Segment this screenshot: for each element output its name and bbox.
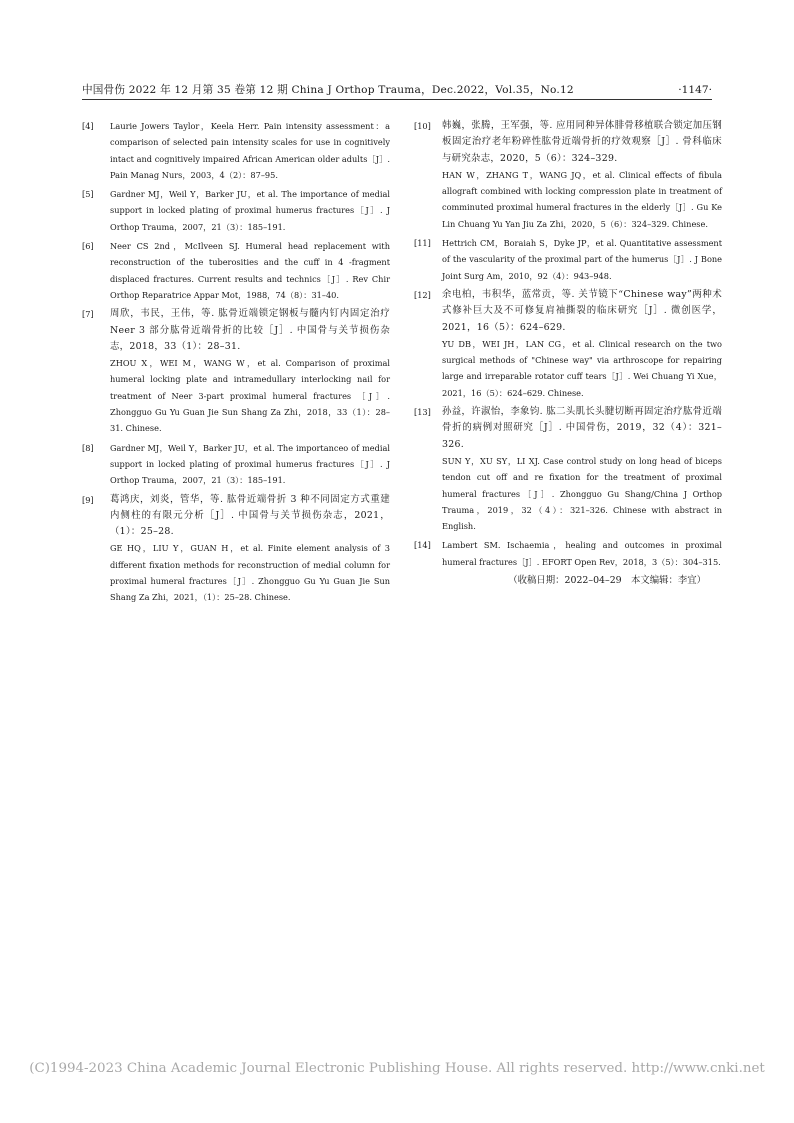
reference-number: [8]: [82, 442, 94, 453]
reference-text-english: Neer CS 2nd，McIlveen SJ. Humeral head replacement with reconstruction of the tuberosities and the cuff in 4 -fragment displaced fractures. Current results and technics［J］. Rev Chir Orthop Reparatrice Appar Mot，1988，74（8）：31–40.: [110, 241, 390, 300]
references-left-column: [82, 118, 390, 609]
reference-item: [82, 492, 390, 606]
reference-text-english: Hettrich CM，Boraiah S，Dyke JP，et al. Quantitative assessment of the vascularity of the proximal part of the humerus［J］. J Bone Joint Surg Am，2010，92（4）：943–948.: [442, 238, 722, 281]
reference-number: [6]: [82, 241, 94, 252]
reference-number: [12]: [414, 289, 431, 300]
reference-text-english: Laurie Jowers Taylor，Keela Herr. Pain intensity assessment：a comparison of selected pain intensity scales for use in cognitively intact and cognitively impaired African American older adults［J］. Pain Manag Nurs，2003，4（2）：87–95.: [110, 121, 390, 180]
reference-text-chinese: 葛鸿庆，刘炎，管华，等. 肱骨近端骨折 3 种不同固定方式重建内侧柱的有限元分析［J］. 中国骨与关节损伤杂志，2021，（1）：25–28.: [110, 493, 390, 538]
copyright-footer: (C)1994-2023 China Academic Journal Electronic Publishing House. All rights reserved. http://www.cnki.net: [29, 1061, 765, 1076]
reference-text-english: YU DB，WEI JH，LAN CG，et al. Clinical research on the two surgical methods of "Chinese way" via arthroscope for repairing large and irreparable rotator cuff tears［J］. Wei Chuang Yi Xue，2021，16（5）：624–629. Chinese.: [442, 338, 722, 398]
reference-text-chinese: 周欣，韦民，王伟，等. 肱骨近端锁定钢板与髓内钉内固定治疗 Neer 3 部分肱骨近端骨折的比较［J］. 中国骨与关节损伤杂志，2018，33（1）：28–31.: [110, 308, 390, 352]
reference-item: [414, 537, 722, 570]
reference-text-english: Gardner MJ，Weil Y，Barker JU，et al. The importance of medial support in locked plating of proximal humerus fractures［J］. J Orthop Trauma，2007，21（3）：185–191.: [110, 189, 390, 232]
reference-number: [14]: [414, 540, 431, 551]
header-rule: [82, 99, 712, 100]
received-date-editor: （收稿日期：2022–04–29 本文编辑：李宜）: [508, 575, 706, 587]
journal-citation-line: 中国骨伤 2022 年 12 月第 35 卷第 12 期 China J Orthop Trauma，Dec.2022，Vol.35，No.12: [82, 84, 574, 96]
reference-number: [11]: [414, 238, 431, 249]
reference-text-english: Gardner MJ，Weil Y，Barker JU，et al. The importanceo of medial support in locked plating of proximal humerus fractures［J］. J Orthop Trauma，2007，21（3）：185–191.: [110, 442, 390, 486]
reference-number: [4]: [82, 121, 94, 131]
reference-text-english: ZHOU X，WEI M，WANG W，et al. Comparison of proximal humeral locking plate and intramedullary interlocking nail for treatment of Neer 3-part proximal humeral fractures ［J］. Zhongguo Gu Yu Guan Jie Sun Shang Za Zhi，2018，33（1）：28–31. Chinese.: [110, 358, 390, 434]
reference-number: [7]: [82, 309, 94, 320]
reference-item: [414, 235, 722, 284]
reference-number: [10]: [414, 121, 431, 131]
reference-number: [9]: [82, 494, 94, 505]
reference-text-english: SUN Y，XU SY，LI XJ. Case control study on long head of biceps tendon cut off and re fixation for the treatment of proximal humeral fractures［J］. Zhongguo Gu Shang/China J Orthop Trauma，2019，32（4）：321–326. Chinese with abstract in English.: [442, 455, 722, 532]
reference-text-english: Lambert SM. Ischaemia，healing and outcomes in proximal humeral fractures［J］. EFORT Open Rev，2018，3（5）：304–315.: [442, 540, 722, 567]
reference-item: [414, 118, 722, 232]
reference-item: [82, 306, 390, 436]
reference-item: [82, 238, 390, 303]
reference-item: [82, 440, 390, 489]
reference-text-english: GE HQ，LIU Y，GUAN H，et al. Finite element analysis of 3 different fixation methods for reconstruction of medial column for proximal humeral fractures［J］. Zhongguo Gu Yu Guan Jie Sun Shang Za Zhi，2021，（1）：25–28. Chinese.: [110, 543, 390, 603]
running-header: [82, 82, 712, 100]
reference-item: [414, 404, 722, 534]
reference-item: [414, 287, 722, 401]
reference-item: [82, 118, 390, 183]
reference-text-chinese: 孙益，许淑怡，李象钧. 肱二头肌长头腱切断再固定治疗肱骨近端骨折的病例对照研究［J］. 中国骨伤，2019，32（4）：321–326.: [442, 406, 722, 450]
reference-number: [13]: [414, 407, 431, 418]
page-number: ·1147·: [678, 84, 712, 96]
references-right-column: [414, 118, 722, 589]
reference-item: [82, 186, 390, 235]
reference-number: [5]: [82, 189, 94, 200]
reference-text-chinese: 韩巍，张腾，王军强，等. 应用同种异体腓骨移植联合锁定加压钢板固定治疗老年粉碎性肱骨近端骨折的疗效观察［J］. 骨科临床与研究杂志，2020，5（6）：324–329.: [442, 120, 722, 164]
reference-text-chinese: 余电柏，韦积华，蓝常贡，等. 关节镜下“Chinese way”两种术式修补巨大及不可修复肩袖撕裂的临床研究［J］. 微创医学，2021，16（5）：624–629.: [442, 288, 722, 333]
reference-text-english: HAN W，ZHANG T，WANG JQ，et al. Clinical effects of fibula allograft combined with locking compression plate in treatment of comminuted proximal humeral fractures in the elderly［J］. Gu Ke Lin Chuang Yu Yan Jiu Za Zhi，2020，5（6）：324–329. Chinese.: [442, 169, 722, 229]
